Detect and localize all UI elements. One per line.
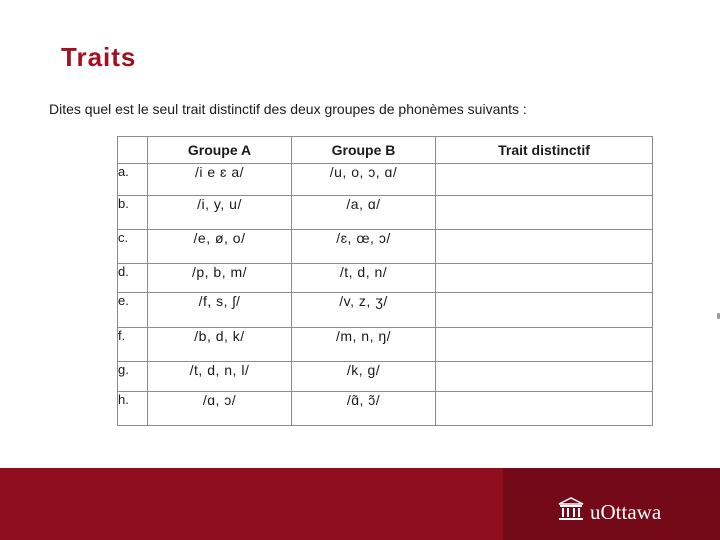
row-label: a. [118,164,148,196]
trait-cell [436,164,653,196]
table-row [118,328,653,362]
row-label: c. [118,230,148,264]
group-b-cell: /ɛ, œ, ɔ/ [292,230,436,264]
group-a-cell: /ɑ, ɔ/ [148,392,292,426]
table-header-row [118,137,653,164]
trait-cell [436,293,653,328]
trait-cell [436,264,653,293]
row-label: b. [118,196,148,230]
group-a-cell: /i e ɛ a/ [148,164,292,196]
trait-cell [436,196,653,230]
header-label-col [118,137,148,164]
group-b-cell: /k, g/ [292,362,436,392]
header-group-a: Groupe A [148,137,292,164]
trait-cell [436,328,653,362]
uottawa-logo-text: uOttawa [590,500,662,524]
trait-cell [436,230,653,264]
group-a-cell: /f, s, ʃ/ [148,293,292,328]
university-building-icon [558,497,584,521]
group-a-cell: /e, ø, o/ [148,230,292,264]
group-b-cell: /v, z, ʒ/ [292,293,436,328]
row-label: g. [118,362,148,392]
group-b-cell: /m, n, ŋ/ [292,328,436,362]
traits-table [117,136,653,426]
table-row [118,392,653,426]
group-b-cell: /a, ɑ/ [292,196,436,230]
header-group-b: Groupe B [292,137,436,164]
group-a-cell: /t, d, n, l/ [148,362,292,392]
group-b-cell: /t, d, n/ [292,264,436,293]
table-row [118,230,653,264]
row-label: h. [118,392,148,426]
header-trait: Trait distinctif [436,137,653,164]
row-label: e. [118,293,148,328]
row-label: d. [118,264,148,293]
row-label: f. [118,328,148,362]
table-row [118,164,653,196]
instruction-text: Dites quel est le seul trait distinctif des deux groupes de phonèmes suivants : [49,101,527,117]
slide-title: Traits [61,42,137,72]
table-row [118,264,653,293]
trait-cell [436,362,653,392]
group-b-cell: /ɑ̃, ɔ̃/ [292,392,436,426]
group-b-cell: /u, o, ɔ, ɑ/ [292,164,436,196]
group-a-cell: /b, d, k/ [148,328,292,362]
table-row [118,362,653,392]
group-a-cell: /p, b, m/ [148,264,292,293]
table-row [118,293,653,328]
table-row [118,196,653,230]
trait-cell [436,392,653,426]
group-a-cell: /i, y, u/ [148,196,292,230]
